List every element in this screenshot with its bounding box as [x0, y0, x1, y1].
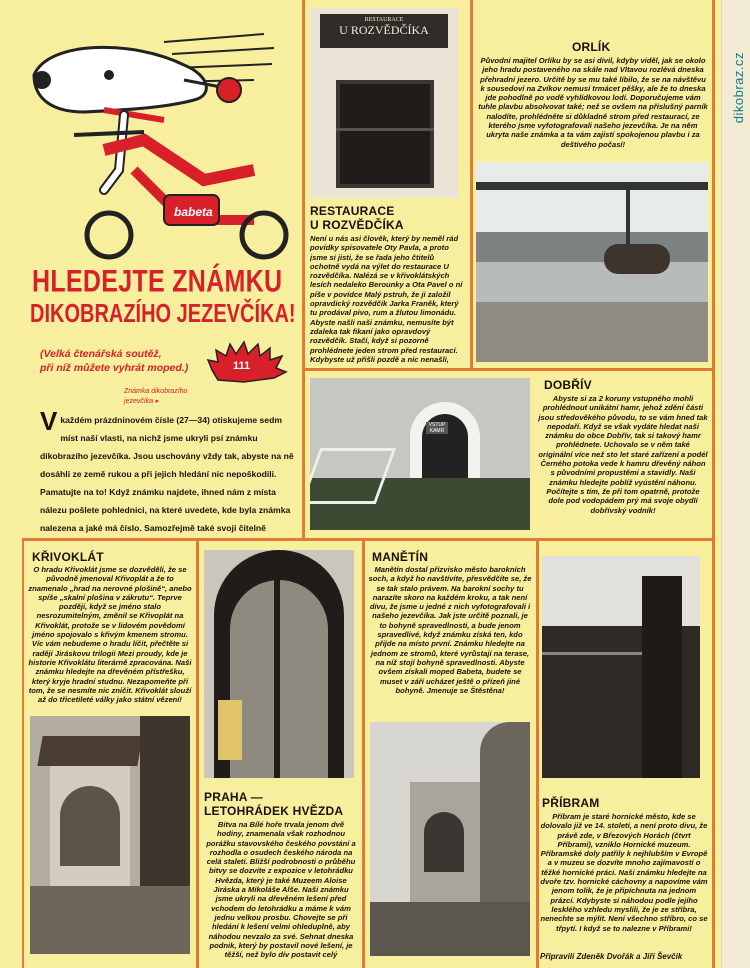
orlik-text: Původní majitel Orlíku by se asi divil, kdyby viděl, jak se okolo jeho hradu postaveného na skále nad Vltavou rozlévá dneska přehradní jezero. Určitě by se mu také líbilo, že se na návštěvu k sousedovi na Zvíkov nemusí trmácet pěšky, ale že to dneska jde pohodlně po vodě vyhlídkovou lodí. Doporučujeme vám tuhle plavbu absolvovat také; než se ovšem na příslušný parník nalodíte, prohlédněte si důkladně strom před restaurací, ze kterého jsme vyfotografovali našeho jezevčíka. Je na něm ukryta naše známka a ta vám zajistí spokojenou plavbu i za deštivého počasí!	[478, 56, 708, 149]
divider	[302, 368, 714, 371]
svg-text:babeta: babeta	[174, 205, 213, 219]
sign-main-text: U ROZVĚDČÍKA	[339, 23, 429, 37]
krivoklat-text: O hradu Křivoklát jsme se dozvěděli, že se původně jmenoval Křivoplát a že to znamenalo „hrad na nerovné plošině“, anebo spíše „skalní plošina v zákrutu“. Teprve později, když se jméno stalo nesrozumitelným, změnil se Křivoplát na Křivoklát, protože se v lidovém povědomí jméno spojovalo s křivým kmenem stromu. Víc vám nebudeme o hradu líčit, přečtěte si raději Jiráskovu trilogii Mezi proudy, kde je historie Křivoklátu literárně zpracována. Naši známku hledejte na dřevěném přístřešku, který kryje hradní studnu. Nezapomeňte při tom, že se nesmíte nic zničit. Křivoklát slouží až do třicetileté války jako státní vězení!	[28, 565, 192, 705]
dobriv-title: DOBŘÍV	[544, 378, 592, 392]
contest-subtitle-line1: (Velká čtenářská soutěž,	[40, 348, 162, 360]
praha-photo	[204, 550, 354, 778]
pribram-text: Příbram je staré hornické město, kde se dolovalo již ve 14. století, a není proto divu, že právě zde, v Březových Horách (čtvrt Příbrami), vzniklo Hornické muzeum. Příbramské doly patřily k nejhlubším v Evropě a v muzeu se dozvíte mnoho zajímavostí o těžké hornické práci. Naši známku hledejte na dvoře tzv. hornické cáchovny a napovíme vám jenom tolik, že je připíchnuta na jednom prázcí. Kdybyste si náhodou podle jejího lesklého vzhledu myslili, že je ze stříbra, nenechte se mýlit. Není všechno stříbro, co se třpytí. I když se to nalezne v Příbrami!	[540, 812, 708, 933]
divider	[22, 538, 714, 541]
contest-intro-text: každém prázdninovém čísle (27—34) otiskujeme sedm míst naší vlasti, na nichž jsme ukryli psí známku dikobrazího jezevčíka. Jsou uschovány vždy tak, abyste na ně dosáhli ze země rukou a při jejich hledání nic nepoškodili. Pamatujte na to! Když známku najdete, ihned nám z místa nálezu pošlete pohlednici, na které uvedete, kde byla známka nalezena a jaké má číslo. Samozřejmě také svoji čitelně	[40, 415, 294, 533]
restaurace-photo	[310, 8, 458, 198]
contest-subtitle-line2: při níž můžete vyhrát moped.)	[40, 362, 189, 374]
orlik-title: ORLÍK	[572, 40, 611, 54]
watermark-strip	[721, 0, 750, 968]
dachshund-figure	[604, 244, 670, 274]
stamp-caption-line2: jezevčíka ▸	[124, 398, 159, 405]
restaurace-sign	[320, 14, 448, 48]
divider	[22, 538, 24, 968]
stamp-caption-line1: Známka dikobrazího	[124, 388, 188, 395]
praha-text: Bitva na Bílé hoře trvala jenom dvě hodiny, znamenala však rozhodnou porážku stavovského českého povstání a rozhodla o osudech českého národa na celá staletí. Bližší podrobnosti o průběhu bitvy se dozvíte z expozice v letohrádku Hvězda, který je také Muzeem Aloise Jiráska a Mikoláše Alše. Naši známku jsme ukryli na dřevěném lešení před vchodem do letohrádku a máme k vám jednu velkou prosbu. Chovejte se při hledání k lešení velmi ohleduplně, aby náhodou nevzalo za své. Sehnat dneska podnik, který by postavil nové lešení, je těžší, než bylo dív postavit celý	[206, 820, 356, 960]
credits: Připravili Zdeněk Dvořák a Jiří Ševčík	[540, 952, 683, 961]
contest-title-line2: DIKOBRAZÍHO JEZEVČÍKA!	[30, 300, 296, 329]
restaurace-title-line1: RESTAURACE	[310, 204, 395, 218]
dobriv-photo	[310, 378, 530, 530]
pribram-photo	[542, 556, 700, 778]
praha-title-line1: PRAHA —	[204, 790, 263, 804]
sign-top-text: RESTAURACE	[364, 17, 404, 23]
divider	[302, 0, 305, 540]
divider	[536, 538, 539, 968]
contest-title-line1: HLEDEJTE ZNÁMKU	[32, 264, 283, 299]
orlik-photo	[476, 162, 708, 362]
dog-moped-cartoon	[14, 20, 294, 260]
praha-title-line2: LETOHRÁDEK HVĚZDA	[204, 804, 344, 818]
krivoklat-photo	[30, 716, 190, 954]
contest-intro	[40, 410, 296, 535]
restaurace-window	[336, 80, 434, 188]
restaurace-text: Není u nás asi člověk, který by neměl rád povídky spisovatele Oty Pavla, a proto jsme si jisti, že se řada jeho čtitelů ochotně vydá na výlet do restaurace U rozvědčíka. Nalézá se v křivoklátských lesích nedaleko Berounky a Ota Pavel o ní píše v povídce Malý pstruh, že ji založil opravdický rozvědčík Jarka Franěk, který tu prodával pivo, rum a žlutou limonádu. Abyste našli naši známku, nemusíte být zdaleka tak fikaní jako opravdový rozvědčík. Stačí, když si pozorně prohlédnete jeden strom před restaurací. Kdybyste už přišli pozdě a nic nenašli,	[310, 234, 463, 364]
krivoklat-title: KŘIVOKLÁT	[32, 550, 104, 564]
divider	[712, 0, 715, 968]
divider	[470, 0, 473, 370]
manetin-photo	[370, 722, 530, 956]
divider	[196, 538, 199, 968]
pribram-title: PŘÍBRAM	[542, 796, 600, 810]
watermark-text: dikobraz.cz	[731, 52, 746, 124]
manetin-title: MANĚTÍN	[372, 550, 429, 564]
dobriv-text: Abyste si za 2 koruny vstupného mohli prohlédnout unikátní hamr, jehož zdění části jsou středověkého původu, to se vám hned tak nepodaří. Když se však vydáte hledat naši známku do obce Dobřív, tak si takový hamr prohlédnete. Uchovalo se v něm také originální více než sto let staré zařízení a podél Černého potoka vede k hamru dřevěný náhon s původními propustěmi a stavidly. Naši známku hledejte poblíž vyústění náhonu. Počítejte s tím, že při tom opatrně, protože dole pod vodopádem prý má svoje obydlí dobřívský vodník!	[538, 394, 708, 515]
restaurace-title-line2: U ROZVĚDČÍKA	[310, 218, 404, 232]
dropcap: V	[40, 410, 58, 436]
divider	[362, 538, 365, 968]
door-label: VSTUP KAMR	[426, 422, 448, 434]
stamp-number: 111	[233, 360, 251, 372]
manetin-text: Manětín dostal přízvisko město barokních soch, a když ho navštívíte, přesvědčíte se, že se tak stalo právem. Na barokní sochy tu narazíte skoro na každém kroku, a tak není divu, že jsme u jedné z nich vyfotografovali i našeho jezevčíka. Jak jste určitě poznali, je to bohyně spravedlnosti, a bude jenom spravedlivé, když známku získá ten, kdo přijde na místo první. Známku hledejte na jednom ze stromů, které vyrůstají na terase, na níž stojí bohyně spravedlnosti. Abyste ovšem získali moped Babeta, budete se muset v září ucházet ještě o přízeň jiné bohyně. Jmenuje se Štěstěna!	[368, 565, 532, 695]
